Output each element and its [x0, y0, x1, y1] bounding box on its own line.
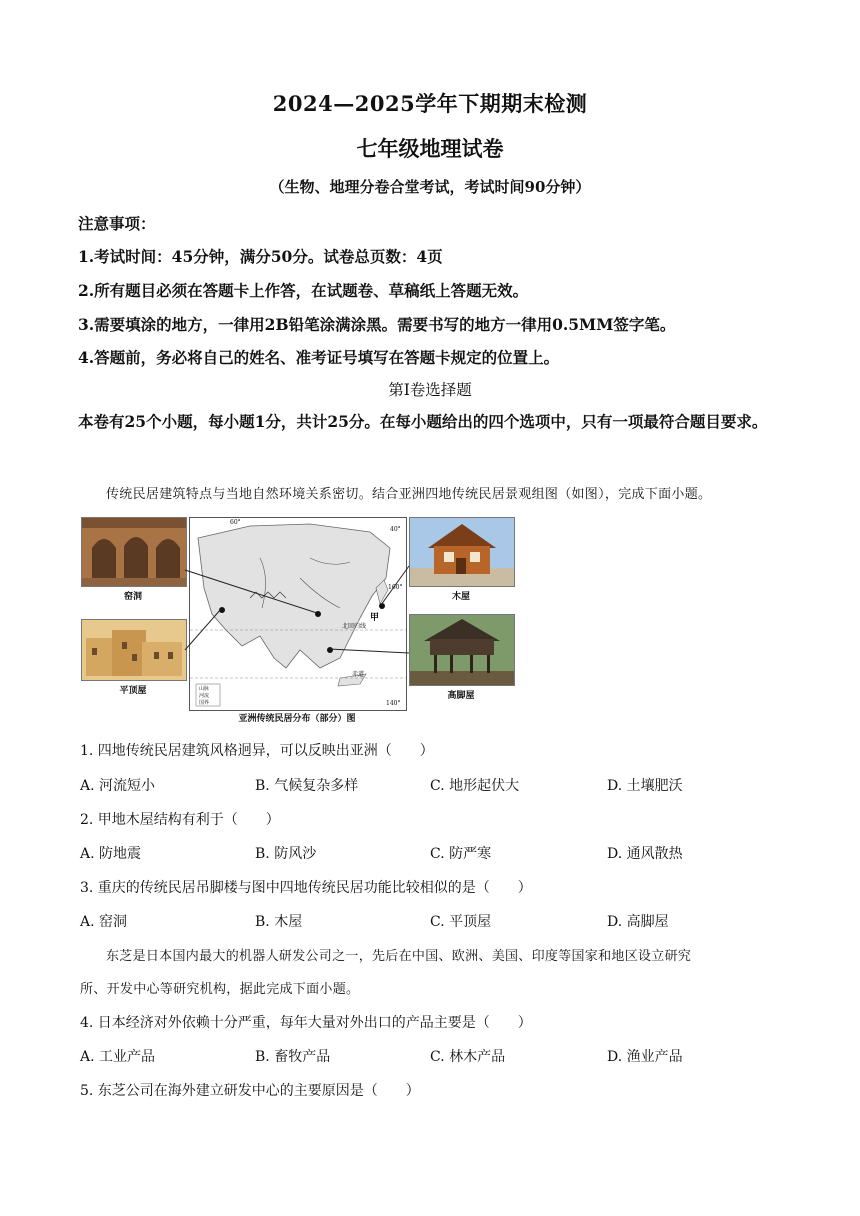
question-stem: 1. 四地传统民居建筑风格迥异，可以反映出亚洲（ ）	[80, 743, 434, 759]
option[interactable]: A. 河流短小	[80, 778, 156, 794]
notice-item: 3.需要填涂的地方，一律用2B铅笔涂满涂黑。需要书写的地方一律用0.5MM签字笔。	[78, 315, 676, 334]
option[interactable]: C. 平顶屋	[430, 914, 492, 930]
option[interactable]: B. 木屋	[255, 914, 303, 930]
map-label-tropic: 北回归线	[342, 623, 367, 630]
option[interactable]: B. 防风沙	[255, 846, 317, 862]
option[interactable]: D. 土壤肥沃	[607, 778, 683, 794]
exam-subject-title: 七年级地理试卷	[356, 136, 504, 161]
notice-item: 1.考试时间：45分钟，满分50分。试卷总页数：4页	[78, 247, 443, 266]
option[interactable]: A. 工业产品	[80, 1049, 156, 1065]
map-label-lon: 60°	[230, 519, 241, 526]
question-stem: 5. 东芝公司在海外建立研发中心的主要原因是（ ）	[80, 1083, 420, 1099]
option[interactable]: D. 渔业产品	[607, 1049, 683, 1065]
section-title: 第Ⅰ卷选择题	[388, 381, 472, 399]
question-stem: 3. 重庆的传统民居吊脚楼与图中四地传统民居功能比较相似的是（ ）	[80, 880, 532, 896]
map-label-lat: 40°	[390, 526, 401, 533]
notice-heading: 注意事项：	[78, 214, 156, 233]
map-label-lon: 160°	[388, 584, 403, 591]
notice-item: 2.所有题目必须在答题卡上作答，在试题卷、草稿纸上答题无效。	[78, 281, 529, 300]
option[interactable]: B. 畜牧产品	[255, 1049, 331, 1065]
option[interactable]: A. 窑洞	[80, 914, 128, 930]
stilt-house-caption: 高脚屋	[447, 691, 475, 701]
option[interactable]: B. 气候复杂多样	[255, 778, 359, 794]
notice-item: 4.答题前，务必将自己的姓名、准考证号填写在答题卡规定的位置上。	[78, 348, 560, 367]
map-label-equator: 赤道	[352, 671, 365, 678]
exam-title: 2024—2025学年下期期末检测	[272, 91, 588, 116]
map-legend-border: 国界	[199, 700, 210, 706]
map-label-lon: 140°	[386, 700, 401, 707]
group2-intro-cont: 所、开发中心等研究机构，据此完成下面小题。	[80, 982, 360, 997]
option[interactable]: D. 高脚屋	[607, 914, 669, 930]
map-caption: 亚洲传统民居分布（部分）图	[238, 714, 356, 724]
map-legend-river: 河流	[199, 693, 210, 699]
cave-dwelling-caption: 窑洞	[123, 592, 142, 602]
question-stem: 2. 甲地木屋结构有利于（ ）	[80, 812, 280, 828]
option[interactable]: C. 地形起伏大	[430, 778, 520, 794]
question-stem: 4. 日本经济对外依赖十分严重，每年大量对外出口的产品主要是（ ）	[80, 1015, 532, 1031]
group1-intro: 传统民居建筑特点与当地自然环境关系密切。结合亚洲四地传统民居景观组图（如图），完成下面小题。	[106, 487, 712, 502]
flat-roof-house-caption: 平顶屋	[119, 686, 147, 696]
map-legend-mountain: 山脉	[199, 686, 210, 692]
exam-subtitle: （生物、地理分卷合堂考试，考试时间90分钟）	[269, 178, 591, 196]
option[interactable]: C. 林木产品	[430, 1049, 506, 1065]
map-marker-jia: 甲	[370, 613, 380, 623]
wooden-house-caption: 木屋	[451, 592, 470, 602]
section-instructions: 本卷有25个小题，每小题1分，共计25分。在每小题给出的四个选项中，只有一项最符合题目要求。	[78, 412, 768, 431]
option[interactable]: A. 防地震	[80, 846, 142, 862]
group2-intro: 东芝是日本国内最大的机器人研发公司之一，先后在中国、欧洲、美国、印度等国家和地区设立研究	[106, 949, 692, 964]
option[interactable]: D. 通风散热	[607, 846, 683, 862]
option[interactable]: C. 防严寒	[430, 846, 492, 862]
